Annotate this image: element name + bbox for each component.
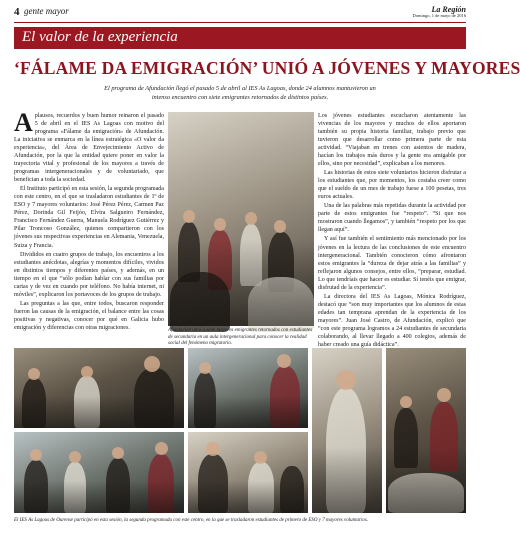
newspaper-logo: La Región: [431, 5, 466, 14]
paragraph: Las historias de estos siete voluntarios hicieron disfrutar a los estudiantes que, por momentos, los costaba creer como que el sueldo de un mes de trabajo fuese a 100 pesetas, tres euros actuales.: [318, 170, 466, 201]
issue-date: Domingo, 1 de mayo de 2016: [412, 13, 466, 18]
article-lead: El programa de Afundación llegó el pasado 5 de abril al IES As Lagoas, donde 24 alumnos mantuvieron un intenso encuentro con siete emigrantes retornados de distintos países.: [104, 85, 376, 101]
gallery-photo: [188, 348, 308, 428]
gallery-photo: [188, 432, 308, 513]
paragraph: Divididos en cuatro grupos de trabajo, los encuentros a los estudiantes anécdotas, alegrías y momentos difíciles, vividos en distintos tiempos y diferentes países, y además, en un tiempo en el que “sólo podían hablar con sus familias por cartas y de vez en cuando por teléfono. No había internet, ni móviles”, explicaron los portavoces de los grupos de trabajo.: [14, 251, 164, 298]
banner-title: El valor de la experiencia: [22, 29, 178, 45]
paragraph: Las preguntas a las que, entre todos, buscaron responder fueron las causas de la emigración, el balance entre las cosas positivas y negativas, conocer por qué en Galicia hubo emigración y diferencias con otras migraciones.: [14, 300, 164, 331]
gallery-caption: El IES As Lagoas de Ourense participó en esta sesión, la segunda programada con este centro, en la que se trasladaron estudiantes de primero de ESO y 7 mayores voluntarios.: [14, 518, 369, 523]
gallery-photo: [14, 348, 184, 428]
paragraph: Los jóvenes estudiantes escucharon atentamente las vivencias de los mayores y muchos de ellos aportaron también su propia historia familiar, trabajo previo que tuvieron que desarrollar como primera parte de esta actividad. “Viajaban en trenes con asientos de madera, hacían los trabajos más duros y la gente era amigable por ellos, sino por necesidad”, explicaban a los menores.: [318, 113, 466, 168]
page-number: 4: [14, 6, 20, 18]
gallery-photo: [14, 432, 184, 513]
paragraph: La directora del IES As Lagoas, Mónica Rodríguez, destacó que “son muy importantes que los alumnos de estas edades tan temprana aprendan de la experiencia de los mayores”. Juan José Castro, de Afundación, explicó que “con este programa logramos a 24 estudiantes de secundaria colaborando, al llevar llegado a 400 colegios, además de haber creado una guía didáctica”.: [318, 293, 466, 348]
paragraph: El Instituto participó en esta sesión, la segunda programada con este centro, en el que se trasladaron estudiantes de 1º de ESO y 7 mayores voluntarios: José Pérez Pérez, Carmen Paz Pérez, Dorinda Gil Feijóo, Elvira Salgueiro Fernández, Francisco Fernández Guerra, Manuela Rodríguez Gutiérrez y Pilar Troncoso González, quienes compartieron con los jóvenes sus respectivas experiencias en Alemania, Venezuela, Suiza y Francia.: [14, 186, 164, 249]
text-column-right: [318, 112, 466, 348]
paragraph: Una de las palabras más repetidas durante la actividad por parte de estos emigrantes fue “respeto”. “Si que nos mostraron cuando llegamos”, y también “respeto por los que llegan aquí”.: [318, 203, 466, 234]
article-headline: ‘FÁLAME DA EMIGRACIÓN’ UNIÓ A JÓVENES Y MAYORES: [14, 58, 520, 78]
main-photo: [168, 112, 314, 326]
main-photo-caption: Afundación unió a siete mayores emigrantes retornados con estudiantes de secundaria en un aula intergeneracional para conocer la realidad social del fenómeno migratorio.: [168, 328, 313, 346]
drop-cap: A: [14, 108, 33, 137]
page-header: [14, 6, 466, 23]
text-column-left: [14, 108, 164, 346]
gallery-photo: [386, 348, 466, 513]
paragraph: Y así fue también el sentimiento más mencionado por los jóvenes en la lectura de las conclusiones de este encuentro intergeneracional. También conocieron cómo afrontaron estos emigrantes la “dureza de dejar atrás a las familias” y reflejaron algunos consejos, entre ellos, “preparar, estudiad. Lo que tendríais que hacer es estudiar. Sí tenéis que emigrar, disfrutad de la experiencia”.: [318, 236, 466, 291]
gallery-photo: [312, 348, 382, 513]
section-banner: [14, 27, 466, 49]
paragraph: plausos, recuerdos y buen humor reinaron el pasado 5 de abril en el IES As Lagoas con motivo del programa «Fálame da emigración» de Afundación. La iniciativa se enmarca en la línea estratégica «O valor da experiencia», del Área de Envejecimiento Activo de Afundación, por la que la entidad quiere poner en valor la trayectoria vital y profesional de los mayores a través de programas intergeneracionales y de voluntariado, que benefician a toda la sociedad.: [14, 113, 164, 184]
section-name: gente mayor: [24, 6, 69, 16]
